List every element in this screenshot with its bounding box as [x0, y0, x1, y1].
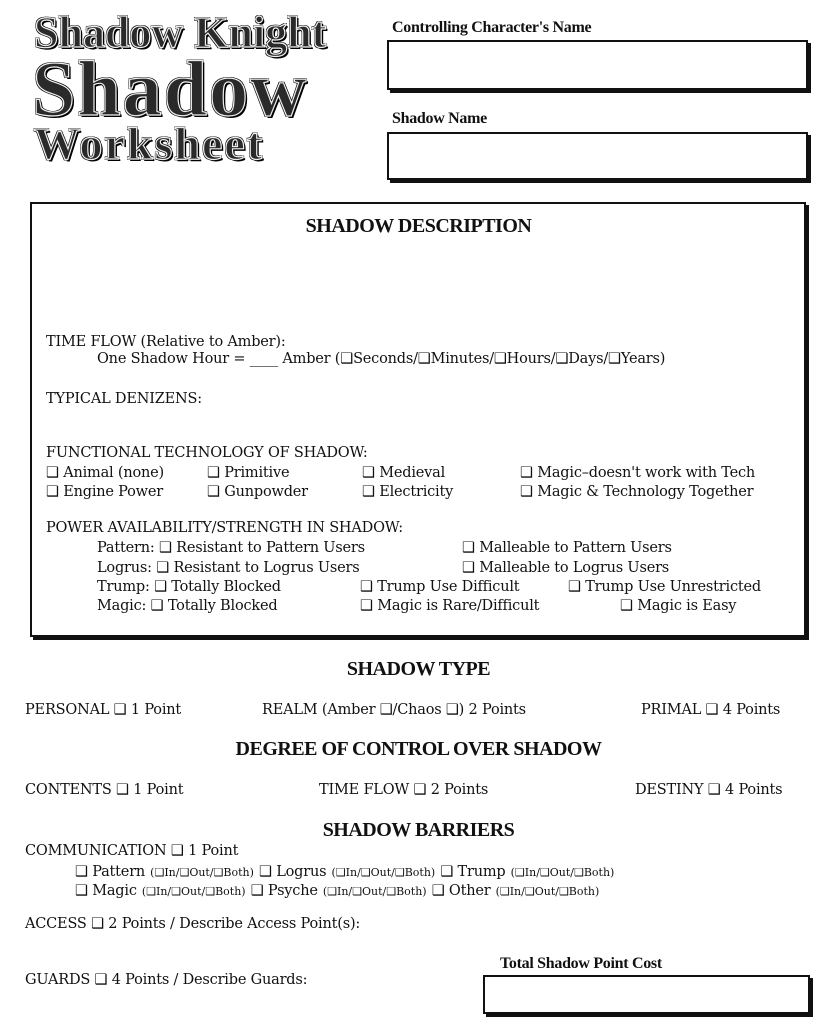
barrier-psyche-options[interactable]: (❑In/❑Out/❑Both): [322, 885, 427, 898]
control-time-flow[interactable]: TIME FLOW ❑ 2 Points: [319, 782, 489, 798]
power-pattern-resistant[interactable]: Pattern: ❑ Resistant to Pattern Users: [97, 540, 365, 556]
denizens-label: TYPICAL DENIZENS:: [46, 391, 202, 407]
barrier-magic-options[interactable]: (❑In/❑Out/❑Both): [141, 885, 246, 898]
power-trump-unrestricted[interactable]: ❑ Trump Use Unrestricted: [568, 579, 761, 595]
barrier-trump[interactable]: ❑ Trump: [440, 864, 506, 880]
barrier-other-options[interactable]: (❑In/❑Out/❑Both): [495, 885, 600, 898]
logo-line-3: Worksheet: [34, 118, 265, 169]
power-title: POWER AVAILABILITY/STRENGTH IN SHADOW:: [46, 520, 403, 536]
power-magic-rare[interactable]: ❑ Magic is Rare/Difficult: [360, 598, 540, 614]
total-cost-label: Total Shadow Point Cost: [500, 955, 662, 972]
tech-option[interactable]: ❑ Medieval: [362, 465, 446, 481]
control-contents[interactable]: CONTENTS ❑ 1 Point: [25, 782, 184, 798]
barrier-magic[interactable]: ❑ Magic: [75, 883, 137, 899]
barrier-other[interactable]: ❑ Other: [431, 883, 491, 899]
barrier-trump-options[interactable]: (❑In/❑Out/❑Both): [510, 866, 615, 879]
tech-option[interactable]: ❑ Engine Power: [46, 484, 164, 500]
barrier-guards[interactable]: GUARDS ❑ 4 Points / Describe Guards:: [25, 972, 308, 988]
control-destiny[interactable]: DESTINY ❑ 4 Points: [635, 782, 783, 798]
tech-option[interactable]: ❑ Magic–doesn't work with Tech: [520, 465, 756, 481]
controlling-name-field[interactable]: [387, 40, 808, 90]
type-primal[interactable]: PRIMAL ❑ 4 Points: [641, 702, 781, 718]
tech-option[interactable]: ❑ Primitive: [207, 465, 290, 481]
control-title: DEGREE OF CONTROL OVER SHADOW: [235, 738, 602, 760]
tech-title: FUNCTIONAL TECHNOLOGY OF SHADOW:: [46, 445, 368, 461]
type-personal[interactable]: PERSONAL ❑ 1 Point: [25, 702, 182, 718]
barrier-pattern-options[interactable]: (❑In/❑Out/❑Both): [150, 866, 254, 879]
power-logrus-malleable[interactable]: ❑ Malleable to Logrus Users: [462, 560, 670, 576]
power-trump-blocked[interactable]: Trump: ❑ Totally Blocked: [97, 579, 281, 595]
logo-line-1: Shadow Knight: [34, 8, 327, 57]
type-realm[interactable]: REALM (Amber ❑/Chaos ❑) 2 Points: [262, 702, 526, 718]
power-magic-blocked[interactable]: Magic: ❑ Totally Blocked: [97, 598, 278, 614]
barrier-row-2: [75, 880, 599, 899]
barrier-logrus[interactable]: ❑ Logrus: [259, 864, 327, 880]
barrier-pattern[interactable]: ❑ Pattern: [75, 864, 146, 880]
total-cost-field[interactable]: [483, 975, 810, 1014]
logo-line-2: Shadow: [32, 45, 309, 132]
controlling-name-label: Controlling Character's Name: [392, 19, 592, 36]
shadow-name-label: Shadow Name: [392, 110, 487, 127]
power-magic-easy[interactable]: ❑ Magic is Easy: [620, 598, 737, 614]
tech-option[interactable]: ❑ Gunpowder: [207, 484, 308, 500]
time-flow-label: TIME FLOW (Relative to Amber):: [46, 334, 286, 350]
power-trump-difficult[interactable]: ❑ Trump Use Difficult: [360, 579, 520, 595]
power-logrus-resistant[interactable]: Logrus: ❑ Resistant to Logrus Users: [97, 560, 360, 576]
barrier-row-1: [75, 861, 614, 880]
barrier-communication[interactable]: COMMUNICATION ❑ 1 Point: [25, 843, 239, 859]
barrier-access[interactable]: ACCESS ❑ 2 Points / Describe Access Point(s):: [25, 916, 361, 932]
barrier-logrus-options[interactable]: (❑In/❑Out/❑Both): [331, 866, 436, 879]
tech-option[interactable]: ❑ Magic & Technology Together: [520, 484, 754, 500]
power-pattern-malleable[interactable]: ❑ Malleable to Pattern Users: [462, 540, 672, 556]
tech-option[interactable]: ❑ Electricity: [362, 484, 454, 500]
shadow-description-title: SHADOW DESCRIPTION: [305, 215, 532, 237]
shadow-type-title: SHADOW TYPE: [346, 658, 491, 680]
barriers-title: SHADOW BARRIERS: [322, 819, 515, 841]
shadow-name-field[interactable]: [387, 132, 808, 180]
time-flow-options[interactable]: One Shadow Hour = ____ Amber (❑Seconds/❑Minutes/❑Hours/❑Days/❑Years): [97, 351, 666, 367]
tech-option[interactable]: ❑ Animal (none): [46, 465, 164, 481]
barrier-psyche[interactable]: ❑ Psyche: [250, 883, 318, 899]
